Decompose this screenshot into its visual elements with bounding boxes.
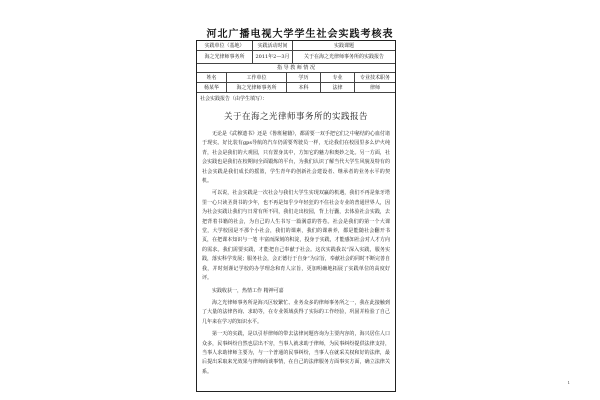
- guide-header-row: [197, 64, 395, 73]
- practice-topic-value: 关于在海之光律师事务所的实践报告: [303, 54, 384, 60]
- report-paragraph: 可以说，社会实践是一次社会与我们大学生实现双赢的机遇，我们不再是象牙塔里一心只读圣贤书的少年，也不再是知乎少年轻狂的不住社会专业的普通世界人，因为社会实践让我们与日常有所不同，我们走出校园，背上行囊，去体验社会实践，去把背着书籍的社会，为自己的人生书写一篇满意的答卷。社会是我们的第一个大课堂，大学校园是不那个小社会，我们的课素，我们的课素养，都是能随社会翻开书页，在把课本知识与一笔 丰富而深刻的积淀，投身于实践，才能感知社会对人才方向的需求。我们需要实践，才能把自己奉献于社会。这次实践我以“深入实践，服务实践，落实科学发展；服务社会，会正德行于自身”为宗旨，奉献社会的同时不断完善自我，并时刻谨记学校的办学理念和育人宗旨，更加明确地拓展了实践单位的高度好评。: [202, 190, 390, 282]
- teacher-major: 法律: [321, 83, 355, 92]
- header-row: [197, 41, 395, 51]
- guide-columns-row: [197, 73, 395, 83]
- teacher-name: 杨某华: [197, 83, 227, 92]
- guide-teacher-header: 指 导 教 师 情 况: [277, 65, 315, 71]
- teacher-work-unit: 海之光律师事务所: [227, 83, 287, 92]
- report-label: 社会实践报告（由学生填写）：: [200, 96, 268, 102]
- activity-time-value: 2011年2—3月: [253, 51, 293, 63]
- assessment-form: [196, 40, 396, 392]
- practice-unit-value: 海之光律师事务所: [197, 51, 253, 63]
- teacher-education: 本科: [287, 83, 321, 92]
- report-paragraph: 第一天的实践，是以引荐律师的带去法律问题咨询为主要内容的，海兴居住人口众多，民事纠纷自然也层出不穷，当事人就求助于律师，为民事纠纷提供法律支持，当事人求助律师主要为，与一个普通的民事纠纷，当事人在就采关权和好的法律，最后提出采取来光效果与律师商谈事情，在自己的法律服务方面事实方面，确立法律关系。: [202, 331, 390, 375]
- practice-info-row: [197, 51, 395, 64]
- guide-values-row: [197, 83, 395, 93]
- report-paragraph: 无论是《武穆遗书》还是《鲁班秘籍》，都需要一双手把它们之中秘结的心血付诸于现实。好比装有gps导航的汽车仍需要驾驶员一样，无论我们在校园里多么炉火纯青，社会是我们的大观园，只有置身其中，方知它的魅力和奥妙之处。另一方面，社会实践也是我们在校期间全面锻炼的平台，为我们认识了解当代大学生风貌及特有的社会实践是我们成长的摇篮，学生青年的创新社会建设者、继承者的业务水平的契机。: [202, 131, 390, 185]
- header-practice-unit: 实践单位（基地）: [197, 41, 253, 50]
- report-heading: 关于在海之光律师事务所的实践报告: [223, 112, 368, 122]
- page-number: 1: [567, 380, 570, 385]
- report-paragraph: 海之光律师事务所是海兴区较繁忙、业务众多的律师事务所之一，我在此接触到了大量的法律咨询、求助等，在专业领域获得了实际的工作经验，巩固并检验了自己几年来在学习的知识水平。: [202, 299, 390, 325]
- teacher-title: 律师: [369, 84, 380, 91]
- header-practice-topic: 实践课题: [333, 42, 354, 49]
- header-activity-time: 实践活动时间: [253, 41, 293, 50]
- col-major: 专业: [321, 73, 355, 82]
- document-title: 河北广播电视大学学生社会实践考核表: [206, 29, 394, 40]
- col-name: 姓名: [197, 73, 227, 82]
- col-education: 学历: [287, 73, 321, 82]
- report-subheading: 实践收获一，热情工作 精神可嘉: [212, 287, 284, 294]
- col-title: 专业技术职务: [359, 74, 390, 81]
- col-work-unit: 工作单位: [227, 73, 287, 82]
